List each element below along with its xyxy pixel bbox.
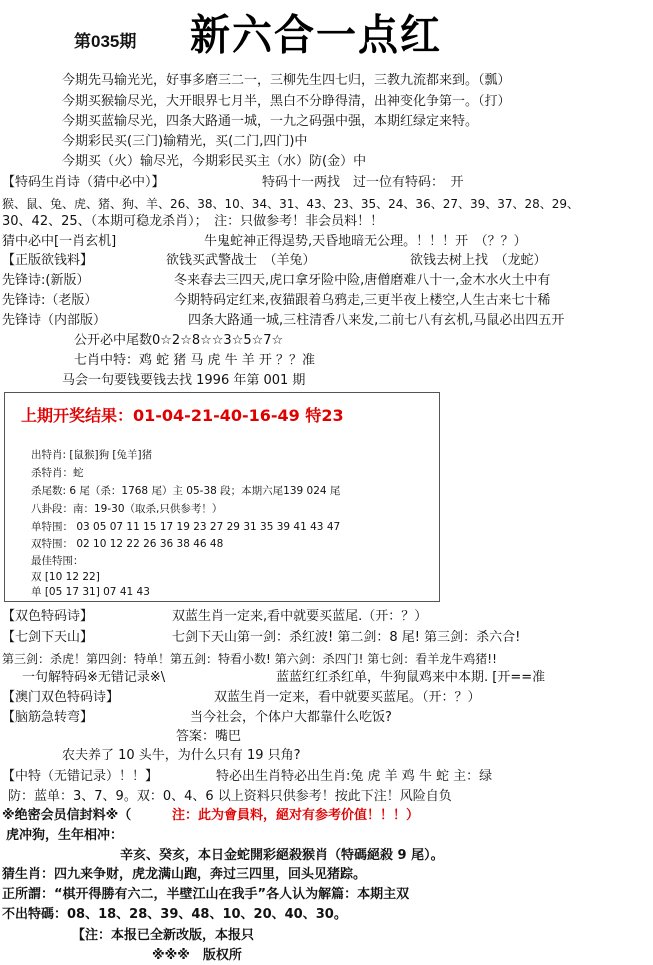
shuangse-label: 【双色特码诗】 (2, 609, 94, 624)
guess-label: 猜中必中[一肖玄机] (2, 234, 117, 249)
poem-line-5: 今期买（火）输尽光，今期彩民买主（水）防(金）中 (62, 154, 367, 169)
money-title: 【正版欲钱料】 (2, 253, 94, 268)
pioneer-label-3: 先锋诗（内部版） (2, 313, 107, 328)
money-item-a: 欲钱买武警战士 （羊兔） (166, 253, 316, 268)
poem-line-3: 今期买蓝输尽光，四条大路通一城，一九之码强中强，本期红绿定来特。 (62, 114, 479, 129)
pioneer-label-2: 先锋诗:（老版） (2, 293, 98, 308)
qijian-left-3: 一句解特码※无错记录※\ (22, 670, 166, 685)
qijian-label: 【七剑下天山】 (2, 630, 94, 645)
tiger-line: 虎冲狗，生年相冲： (6, 828, 124, 843)
result-title: 上期开奖结果：01-04-21-40-16-49 特23 (21, 406, 344, 425)
zhengsuo-line: 正所謂：“棋开得勝有六二，半壁江山在我手”各人认为解篇：本期主双 (2, 887, 410, 902)
result-row: 杀特肖：蛇 (31, 467, 84, 479)
money-item-b: 欲钱去树上找 （龙蛇） (410, 253, 547, 268)
result-row: 单特围： 03 05 07 11 15 17 19 23 27 29 31 35 39 41 43 47 (31, 521, 341, 533)
tiger-detail: 辛亥、癸亥，本日金蛇開彩絕殺猴肖（特碼絕殺 9 尾）。 (120, 848, 444, 863)
tema-numbers-1: 猴、鼠、兔、虎、猪、狗、羊、26、38、10、34、31、43、23、35、24、36、27、39、37、28、29、 (2, 197, 580, 211)
shuangse-text: 双蓝生肖一定来,看中就要买蓝尾.（开：？） (172, 609, 428, 624)
not-come-line: 不出特碼：08、18、28、39、48、10、20、40、30。 (2, 907, 347, 922)
riddle-question: 当今社会，个体户大都靠什么吃饭? (190, 710, 392, 725)
qijian-text-2: 第三剑：杀虎！第四剑：特单！第五剑：特看小数! 第六剑：杀四门! 第七剑：看羊龙牛鸡猪!! (2, 652, 497, 666)
issue-number: 第035期 (74, 32, 137, 51)
result-row: 八卦段：南：19-30（取杀,只供参考！） (31, 503, 223, 515)
macau-text: 双蓝生肖一定来，看中就要买蓝尾。（开：？） (214, 690, 481, 705)
zhongte-label: 【中特（无错记录）！！】 (2, 769, 159, 784)
mid-line-1: 公开必中尾数0☆2☆8☆☆3☆5☆7☆ (74, 333, 284, 348)
mid-line-3: 马会一句要钱要钱去找 1996 年第 001 期 (62, 373, 306, 388)
qijian-text-1: 七剑下天山第一剑：杀红波! 第二剑：8 尾! 第三剑：杀六合! (172, 630, 521, 645)
guess-text: 牛鬼蛇神正得逞势,天昏地暗无公理。！！！开 （？？） (204, 234, 527, 249)
secret-note: 注：此为會員料，絕对有参考价值！！！） (172, 808, 420, 823)
result-row: 出特肖: [鼠猴]狗 [兔羊]猪 (31, 449, 153, 461)
pioneer-text-3: 四条大路通一城,三柱清香八来发,二前七八有玄机,马鼠必出四五开 (188, 313, 565, 328)
macau-label: 【澳门双色特码诗】 (2, 690, 120, 705)
pioneer-label-1: 先锋诗:(新版） (2, 273, 90, 288)
newspaper-logo: 新六合一点红 (190, 10, 442, 61)
result-row: 单 [05 17 31] 07 41 43 (31, 586, 150, 598)
tema-numbers-2: 30、42、25、（本期可稳龙杀肖）； 注：只做参考！非会员料！！ (2, 214, 384, 229)
result-row: 杀尾数: 6 尾（杀：1768 尾）主 05-38 段；本期六尾139 024 尾 (31, 485, 341, 497)
note-line: 【注：本报已全新改版，本报只 (72, 928, 255, 943)
tema-section-title: 【特码生肖诗（猜中必中）】 (2, 175, 165, 190)
poem-line-1: 今期先马输光光，好事多磨三二一，三柳先生四七归，三教九流都来到。（瓢） (62, 73, 511, 88)
tema-section-text: 特码十一两找 过一位有特码： 开 (262, 175, 464, 190)
copyright-line: ※※※ 版权所 (152, 948, 242, 963)
result-row: 最佳特围： (31, 555, 84, 567)
poem-line-2: 今期买猴输尽光，大开眼界七月半，黑白不分睁得清，出神变化争第一。（打） (62, 94, 511, 109)
pioneer-text-1: 冬来春去三四天,虎口拿牙险中险,唐僧磨难八十一,金木水火土中有 (174, 273, 551, 288)
pioneer-text-2: 今期特码定红来,夜猫跟着乌鸦走,三更半夜上楼空,人生古来七十稀 (174, 293, 551, 308)
qijian-text-3: 蓝蓝红红杀红单，牛狗鼠鸡来中本期. [开==准 (276, 670, 546, 685)
riddle-label: 【脑筋急转弯】 (2, 710, 94, 725)
result-row: 双特围： 02 10 12 22 26 36 38 46 48 (31, 538, 224, 550)
riddle-line-2: 农夫养了 10 头牛，为什么只有 19 只角? (62, 748, 301, 763)
riddle-answer: 答案：嘴巴 (176, 729, 242, 744)
result-box (4, 392, 440, 602)
guess2-line: 猜生肖：四九来争财，虎龙满山跑，奔过三四里，回头见猪踪。 (2, 867, 367, 882)
fang-line: 防：蓝单：3、7、9。双：0、4、6 以上资料只供参考！按此下注！风险自负 (8, 789, 452, 804)
secret-label: ※绝密会员信封料※（ (2, 808, 132, 823)
poem-line-4: 今期彩民买(三门)输精光，买(二门,四门)中 (62, 134, 308, 149)
result-row: 双 [10 12 22] (31, 571, 100, 583)
zhongte-text: 特必出生肖特必出生肖:兔 虎 羊 鸡 牛 蛇 主：绿 (216, 769, 493, 784)
mid-line-2: 七肖中特：鸡 蛇 猪 马 虎 牛 羊 开 ？？准 (74, 353, 316, 368)
